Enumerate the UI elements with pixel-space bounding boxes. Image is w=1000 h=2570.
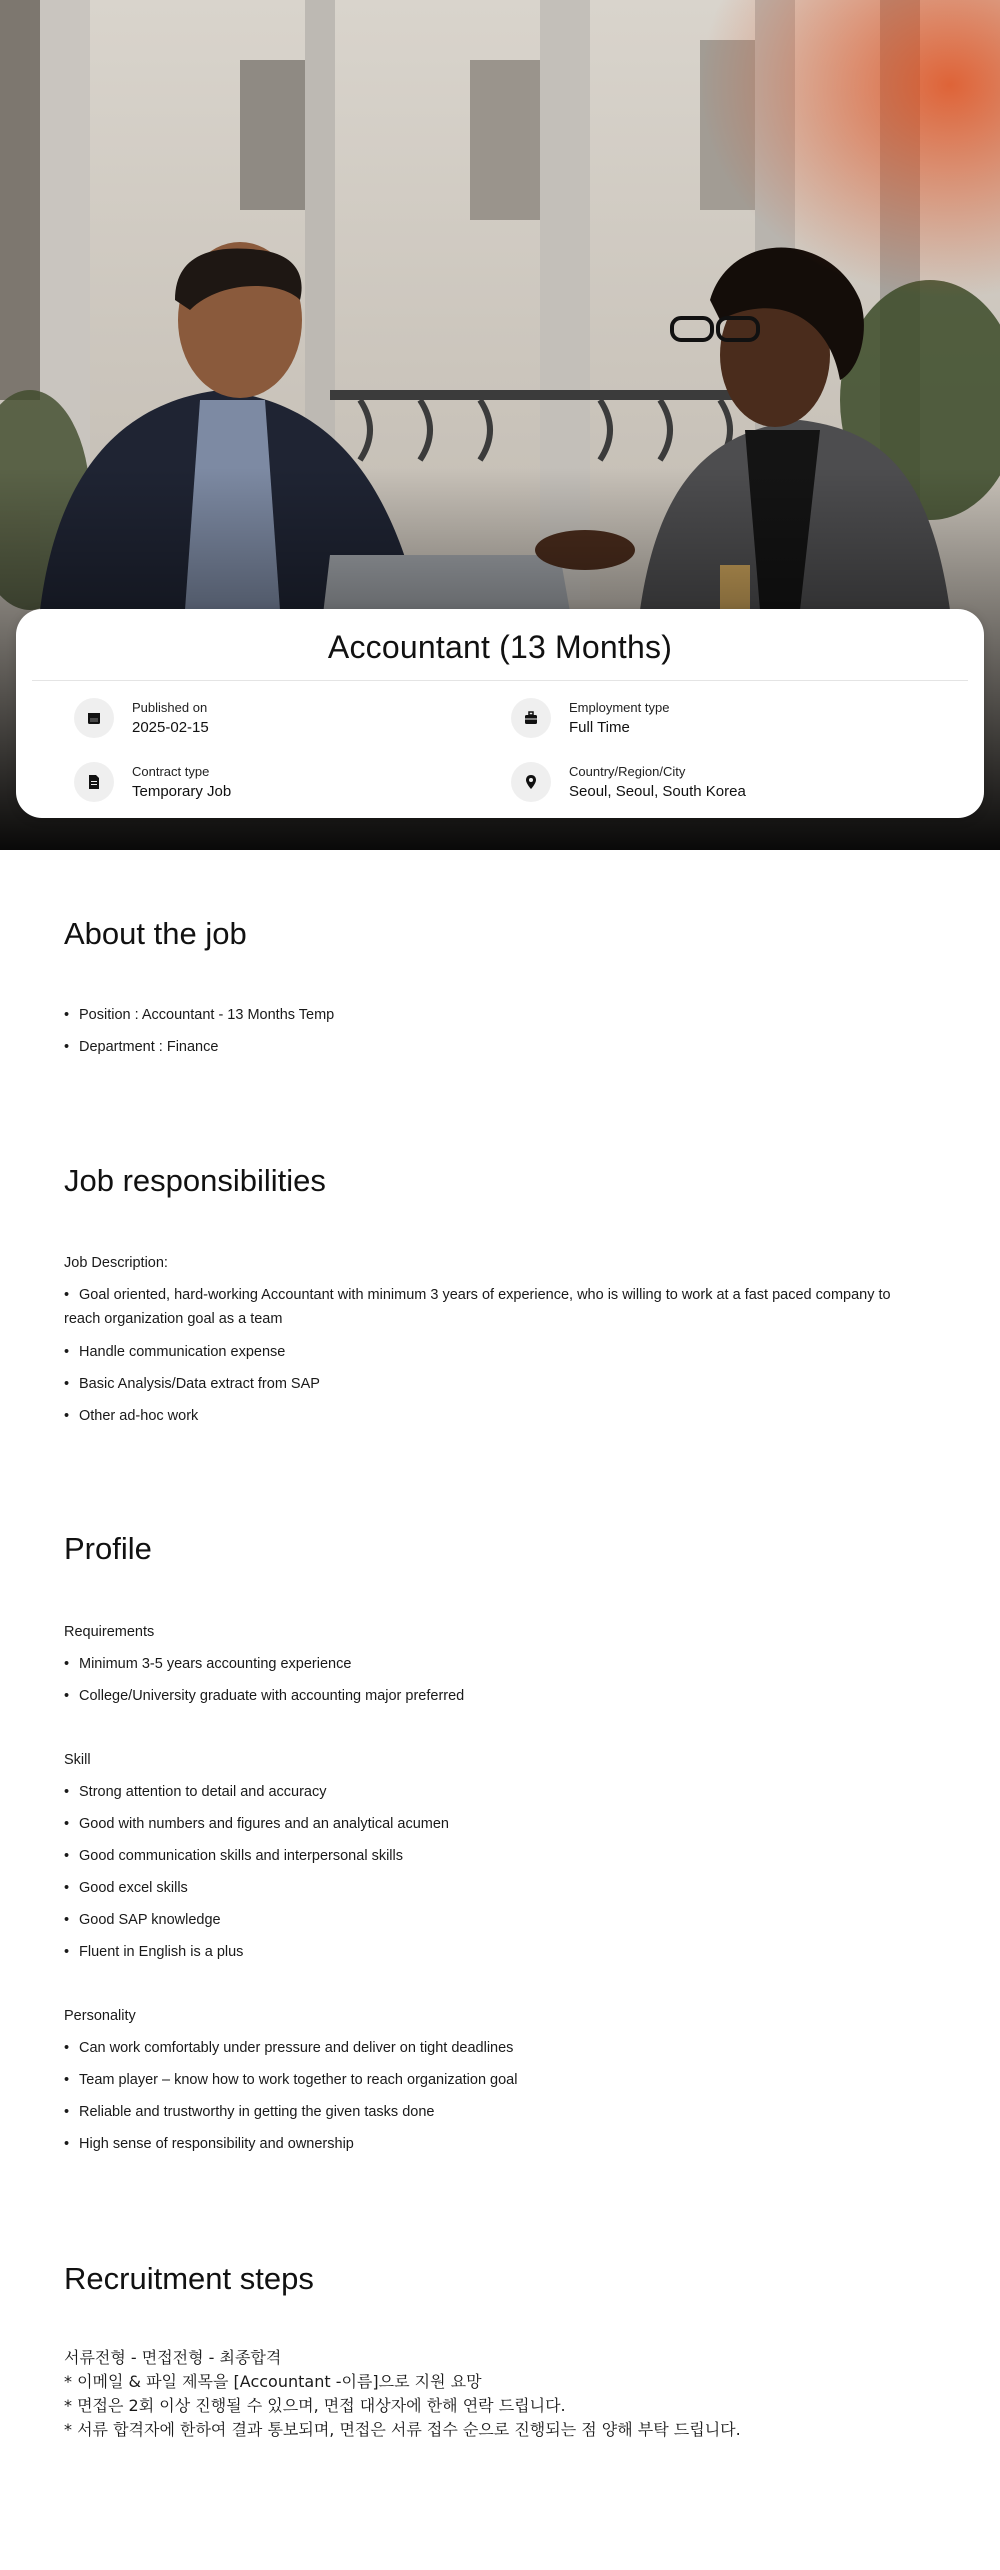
list-item-text: High sense of responsibility and ownership (79, 2136, 354, 2152)
meta-label: Contract type (132, 764, 210, 779)
bullet-dot: • (64, 1344, 70, 1360)
list-item-text: Reliable and trustworthy in getting the given tasks done (79, 2104, 435, 2120)
list-item-text: Department : Finance (79, 1039, 219, 1055)
section-title-responsibilities: Job responsibilities (64, 1163, 326, 1198)
meta-value: 2025-02-15 (132, 719, 209, 736)
list-item (64, 1283, 944, 1307)
recruitment-line: * 면접은 2회 이상 진행될 수 있으며, 면접 대상자에 한해 연락 드립니다. (64, 2396, 566, 2415)
list-item (64, 2068, 944, 2092)
bullet-dot: • (64, 1656, 70, 1672)
list-item (64, 1035, 944, 1059)
job-summary-card (16, 609, 984, 818)
bullet-dot: • (64, 1688, 70, 1704)
list-item-continuation: reach organization goal as a team (64, 1311, 283, 1327)
meta-label: Country/Region/City (569, 764, 686, 779)
bullet-dot: • (64, 2104, 70, 2120)
list-item (64, 2036, 944, 2060)
list-item-text: Can work comfortably under pressure and deliver on tight deadlines (79, 2040, 514, 2056)
meta-contract-type (74, 762, 231, 802)
list-item-text: Good with numbers and figures and an analytical acumen (79, 1816, 449, 1832)
list-item (64, 1684, 944, 1708)
job-title: Accountant (13 Months) (327, 629, 673, 665)
list-item (64, 2132, 944, 2156)
bullet-dot: • (64, 1287, 70, 1303)
briefcase-icon (511, 698, 551, 738)
bullet-dot: • (64, 2040, 70, 2056)
list-item (64, 1652, 944, 1676)
bullet-dot: • (64, 1848, 70, 1864)
skill-label: Skill (64, 1752, 91, 1768)
document-icon (74, 762, 114, 802)
meta-value: Full Time (569, 719, 630, 736)
list-item-text: Goal oriented, hard-working Accountant with minimum 3 years of experience, who is willing to work at a fast paced company to (79, 1287, 891, 1303)
list-item-text: Handle communication expense (79, 1344, 286, 1360)
list-item-text: Other ad-hoc work (79, 1408, 199, 1424)
bullet-dot: • (64, 1944, 70, 1960)
bullet-dot: • (64, 1007, 70, 1023)
list-item (64, 1003, 944, 1027)
meta-published (74, 698, 209, 738)
meta-employment-type (511, 698, 669, 738)
list-item-text: Good excel skills (79, 1880, 188, 1896)
list-item-text: Basic Analysis/Data extract from SAP (79, 1376, 320, 1392)
list-item (64, 1940, 944, 1964)
list-item-text: College/University graduate with accounting major preferred (79, 1688, 465, 1704)
bullet-dot: • (64, 1912, 70, 1928)
section-title-profile: Profile (64, 1531, 152, 1566)
list-item-text: Good communication skills and interpersonal skills (79, 1848, 403, 1864)
list-item-text: Strong attention to detail and accuracy (79, 1784, 327, 1800)
list-item-text: Team player – know how to work together to reach organization goal (79, 2072, 518, 2088)
bullet-dot: • (64, 1816, 70, 1832)
personality-label: Personality (64, 2008, 136, 2024)
list-item (64, 1844, 944, 1868)
bullet-dot: • (64, 1408, 70, 1424)
list-item (64, 1404, 944, 1428)
recruitment-line: * 서류 합격자에 한하여 결과 통보되며, 면접은 서류 접수 순으로 진행되는 점 양해 부탁 드립니다. (64, 2420, 741, 2439)
list-item (64, 1876, 944, 1900)
bullet-dot: • (64, 1376, 70, 1392)
calendar-icon (74, 698, 114, 738)
section-title-recruitment: Recruitment steps (64, 2261, 314, 2296)
list-item-text: Position : Accountant - 13 Months Temp (79, 1007, 335, 1023)
meta-label: Employment type (569, 700, 670, 715)
recruitment-line: 서류전형 - 면접전형 - 최종합격 (64, 2348, 282, 2367)
list-item-text: Minimum 3-5 years accounting experience (79, 1656, 352, 1672)
bullet-dot: • (64, 2136, 70, 2152)
section-title-about: About the job (64, 916, 247, 951)
bullet-dot: • (64, 1039, 70, 1055)
meta-value: Seoul, Seoul, South Korea (569, 783, 746, 800)
list-item (64, 1812, 944, 1836)
hero-banner (0, 0, 1000, 850)
bullet-dot: • (64, 2072, 70, 2088)
requirements-label: Requirements (64, 1624, 155, 1640)
recruitment-line: * 이메일 & 파일 제목을 [Accountant -이름]으로 지원 요망 (64, 2372, 482, 2391)
job-description-label: Job Description: (64, 1255, 168, 1271)
meta-location (511, 762, 746, 802)
list-item-text: Good SAP knowledge (79, 1912, 221, 1928)
location-pin-icon (511, 762, 551, 802)
bullet-dot: • (64, 1880, 70, 1896)
list-item (64, 1780, 944, 1804)
meta-value: Temporary Job (132, 783, 232, 800)
list-item (64, 2100, 944, 2124)
card-divider (32, 680, 968, 681)
meta-label: Published on (132, 700, 208, 715)
list-item-text: Fluent in English is a plus (79, 1944, 244, 1960)
list-item (64, 1908, 944, 1932)
list-item (64, 1372, 944, 1396)
list-item (64, 1340, 944, 1364)
bullet-dot: • (64, 1784, 70, 1800)
